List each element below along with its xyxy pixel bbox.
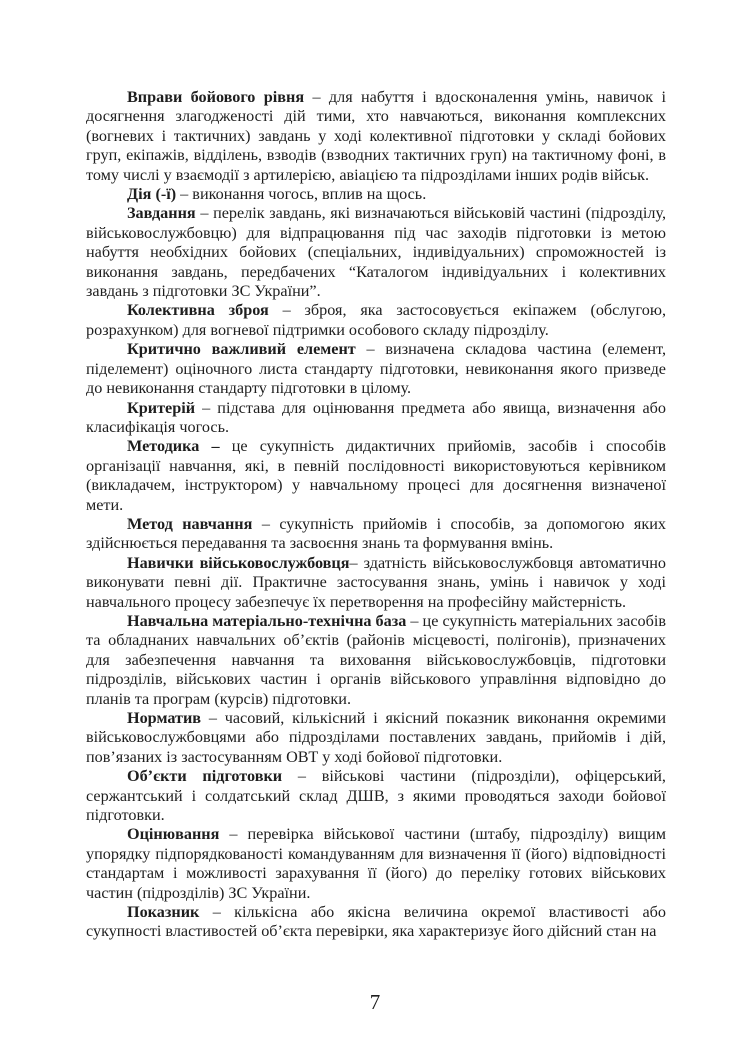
glossary-entry-kryterii xyxy=(86,399,666,438)
entry-definition: – часовий, кількісний і якісний показник виконання окремими військовослужбовцями або підрозділами поставлених завдань, прийомів і дій, пов’язаних із застосуванням ОВТ у ході бойової підготовки. xyxy=(86,709,666,766)
glossary-entry-obiekty-pidhotovky xyxy=(86,767,666,825)
entry-term: Показник xyxy=(127,903,200,922)
entry-term: Навички військовослужбовця xyxy=(127,553,350,572)
glossary-entry-nmtb xyxy=(86,612,666,709)
entry-definition: – військові частини (підрозділи), офіцерський, сержантський і солдатський склад ДШВ, з якими проводяться заходи бойової підготовки. xyxy=(86,767,666,825)
entry-definition: – здатність військовослужбовця автоматично виконувати певні дії. Практичне застосування знань, умінь і навичок у ході навчального процесу забезпечує їх перетворення на професійну майстерність. xyxy=(86,553,666,611)
entry-definition: – перелік завдань, які визначаються військовій частині (підрозділу, військовослужбовцю) для відпрацювання під час заходів підготовки із метою набуття необхідних бойових (спеціальних, індивідуальних) спроможностей із виконання завдань, передбачених “Каталогом індивідуальних і колективних завдань з підготовки ЗС України”. xyxy=(86,204,666,301)
entry-term: Вправи бойового рівня xyxy=(127,88,305,106)
glossary-entry-otsiniuvannia xyxy=(86,825,666,903)
entry-term: Метод навчання xyxy=(127,514,253,533)
glossary-entry-krytychno-vazhlyvyi xyxy=(86,340,666,398)
entry-definition: – перевірка військової частини (штабу, підрозділу) вищим упорядку підпорядкованості командуванням для визначення її (його) відповідності стандартам і можливості зарахування її (його) до переліку готових військових частин (підрозділів) ЗС України. xyxy=(86,825,666,902)
glossary-entry-normatyv xyxy=(86,709,666,767)
page-number: 7 xyxy=(369,990,381,1014)
entry-term: Критерій xyxy=(127,398,196,417)
entry-definition: – кількісна або якісна величина окремої властивості або сукупності властивостей об’єкта перевірки, яка характеризує його дійсний стан на xyxy=(86,903,666,941)
entry-definition: – зброя, яка застосовується екіпажем (обслугою, розрахунком) для вогневої підтримки особового складу підрозділу. xyxy=(86,301,666,339)
entry-definition: – сукупність прийомів і способів, за допомогою яких здійснюється передавання та засвоєння знань та формування вмінь. xyxy=(86,514,667,553)
entry-term: Норматив xyxy=(127,709,202,727)
entry-term: Критично важливий елемент xyxy=(127,340,356,359)
glossary-entry-kolektyvna-zbroia xyxy=(86,301,666,340)
glossary-text xyxy=(86,88,666,942)
entry-definition: – це сукупність матеріальних засобів та обладнаних навчальних об’єктів (районів місцевості, полігонів), призначених для забезпечення навчання та виховання військовослужбовців, підготовки підрозділів, військових частин і органів військового управління відповідно до планів та програм (курсів) підготовки. xyxy=(86,611,667,708)
entry-definition: – визначена складова частина (елемент, піделемент) оціночного листа стандарту підготовки, невиконання якого призведе до невиконання стандарту підготовки в цілому. xyxy=(86,340,666,398)
entry-term: Завдання xyxy=(127,204,196,223)
glossary-entry-pokaznyk xyxy=(86,903,666,942)
entry-term: Колективна зброя xyxy=(127,301,269,320)
entry-term: Оцінювання xyxy=(127,825,220,844)
glossary-entry-metodyka xyxy=(86,437,666,515)
entry-definition: це сукупність дидактичних прийомів, засобів і способів організації навчання, які, в певній послідовності використовуються керівником (викладачем, інструктором) у навчальному процесі для досягнення визначеної мети. xyxy=(86,437,667,514)
entry-term: Навчальна матеріально-технічна база xyxy=(127,611,407,630)
glossary-entry-zavdannia xyxy=(86,204,666,301)
glossary-entry-vpravy xyxy=(86,88,666,185)
entry-term: Методика – xyxy=(127,437,220,456)
entry-definition: – виконання чогось, вплив на щось. xyxy=(176,185,427,204)
glossary-entry-navychky xyxy=(86,554,666,612)
glossary-entry-diia xyxy=(86,185,666,204)
entry-definition: – підстава для оцінювання предмета або явища, визначення або класифікація чогось. xyxy=(86,398,666,436)
entry-definition: – для набуття і вдосконалення умінь, навичок і досягнення злагодженості дій тими, хто навчаються, виконання комплексних (вогневих і тактичних) завдань у ході колективної підготовки у складі бойових груп, екіпажів, відділень, взводів (взводних тактичних груп) на тактичному фоні, в тому числі у взаємодії з артилерією, авіацією та підрозділами інших родів військ. xyxy=(86,88,667,184)
entry-term: Об’єкти підготовки xyxy=(127,767,283,786)
entry-term: Дія (-ї) xyxy=(127,185,177,204)
glossary-entry-metod-navchannia xyxy=(86,515,666,554)
